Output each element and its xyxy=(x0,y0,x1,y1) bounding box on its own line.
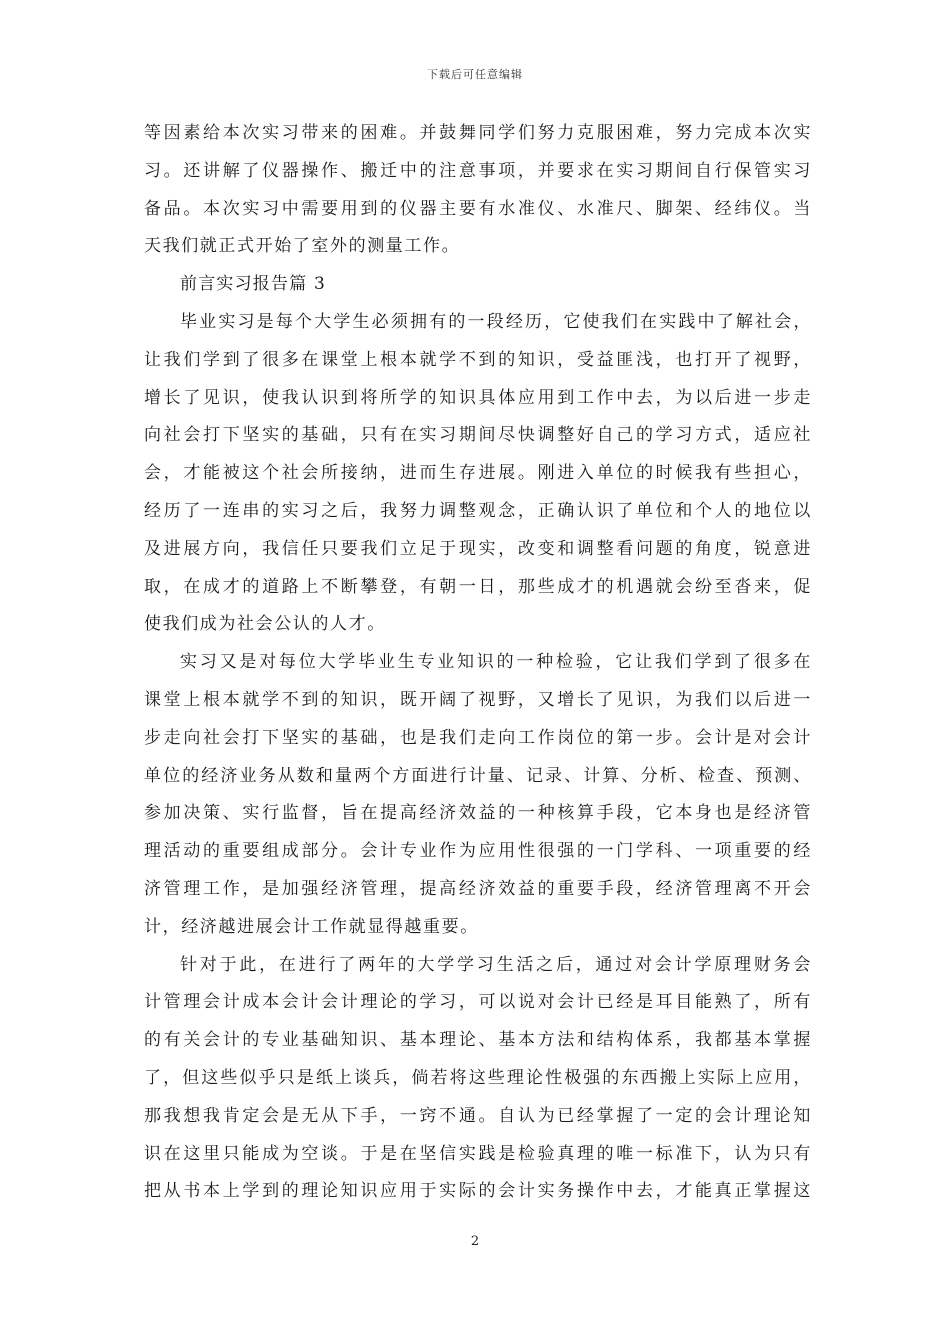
text-line: 参加决策、实行监督，旨在提高经济效益的一种核算手段，它本身也是经济管 xyxy=(144,803,812,824)
text-line: 了，但这些似乎只是纸上谈兵，倘若将这些理论性极强的东西搬上实际上应用， xyxy=(144,1067,812,1088)
text-line: 计管理会计成本会计会计理论的学习，可以说对会计已经是耳目能熟了，所有 xyxy=(144,992,812,1013)
text-line: 天我们就正式开始了室外的测量工作。 xyxy=(144,236,461,257)
document-body xyxy=(144,115,812,1211)
text-line: 备品。本次实习中需要用到的仪器主要有水准仪、水准尺、脚架、经纬仪。当 xyxy=(144,198,812,219)
text-line: 使我们成为社会公认的人才。 xyxy=(144,614,386,635)
text-line: 及进展方向，我信任只要我们立足于现实，改变和调整看问题的角度，锐意进 xyxy=(144,538,812,559)
text-line: 把从书本上学到的理论知识应用于实际的会计实务操作中去，才能真正掌握这 xyxy=(144,1181,812,1202)
paragraph-3 xyxy=(144,644,812,946)
text-line: 取，在成才的道路上不断攀登，有朝一日，那些成才的机遇就会纷至沓来，促 xyxy=(144,576,812,597)
text-line: 计，经济越进展会计工作就显得越重要。 xyxy=(144,916,479,937)
text-line: 单位的经济业务从数和量两个方面进行计量、记录、计算、分析、检查、预测、 xyxy=(144,765,812,786)
text-line: 济管理工作，是加强经济管理，提高经济效益的重要手段，经济管理离不开会 xyxy=(144,878,812,899)
text-line: 让我们学到了很多在课堂上根本就学不到的知识，受益匪浅，也打开了视野， xyxy=(144,349,812,370)
paragraph-4 xyxy=(144,947,812,1212)
text-line: 的有关会计的专业基础知识、基本理论、基本方法和结构体系，我都基本掌握 xyxy=(144,1030,812,1051)
text-line: 识在这里只能成为空谈。于是在坚信实践是检验真理的唯一标准下，认为只有 xyxy=(144,1143,812,1164)
section-heading: 前言实习报告篇 3 xyxy=(180,274,327,295)
page-number: 2 xyxy=(470,1234,480,1249)
paragraph-2 xyxy=(144,304,812,644)
text-line: 等因素给本次实习带来的困难。并鼓舞同学们努力克服困难，努力完成本次实 xyxy=(144,123,812,143)
text-line: 向社会打下坚实的基础，只有在实习期间尽快调整好自己的学习方式，适应社 xyxy=(144,425,812,446)
text-line: 步走向社会打下坚实的基础，也是我们走向工作岗位的第一步。会计是对会计 xyxy=(144,727,812,748)
text-line: 毕业实习是每个大学生必须拥有的一段经历，它使我们在实践中了解社会， xyxy=(180,311,812,332)
text-line: 实习又是对每位大学毕业生专业知识的一种检验，它让我们学到了很多在 xyxy=(180,652,812,673)
text-line: 习。还讲解了仪器操作、搬迁中的注意事项，并要求在实习期间自行保管实习 xyxy=(144,160,812,181)
text-line: 经历了一连串的实习之后，我努力调整观念，正确认识了单位和个人的地位以 xyxy=(144,500,812,521)
text-line: 那我想我肯定会是无从下手，一窍不通。自认为已经掌握了一定的会计理论知 xyxy=(144,1105,812,1126)
text-line: 会，才能被这个社会所接纳，进而生存进展。刚进入单位的时候我有些担心， xyxy=(144,463,812,484)
text-line: 针对于此，在进行了两年的大学学习生活之后，通过对会计学原理财务会 xyxy=(180,954,812,975)
page-header: 下载后可任意编辑 xyxy=(427,68,523,81)
paragraph-1 xyxy=(144,115,812,266)
text-line: 增长了见识，使我认识到将所学的知识具体应用到工作中去，为以后进一步走 xyxy=(144,387,812,408)
text-line: 课堂上根本就学不到的知识，既开阔了视野，又增长了见识，为我们以后进一 xyxy=(144,689,812,710)
text-line: 理活动的重要组成部分。会计专业作为应用性很强的一门学科、一项重要的经 xyxy=(144,841,812,862)
